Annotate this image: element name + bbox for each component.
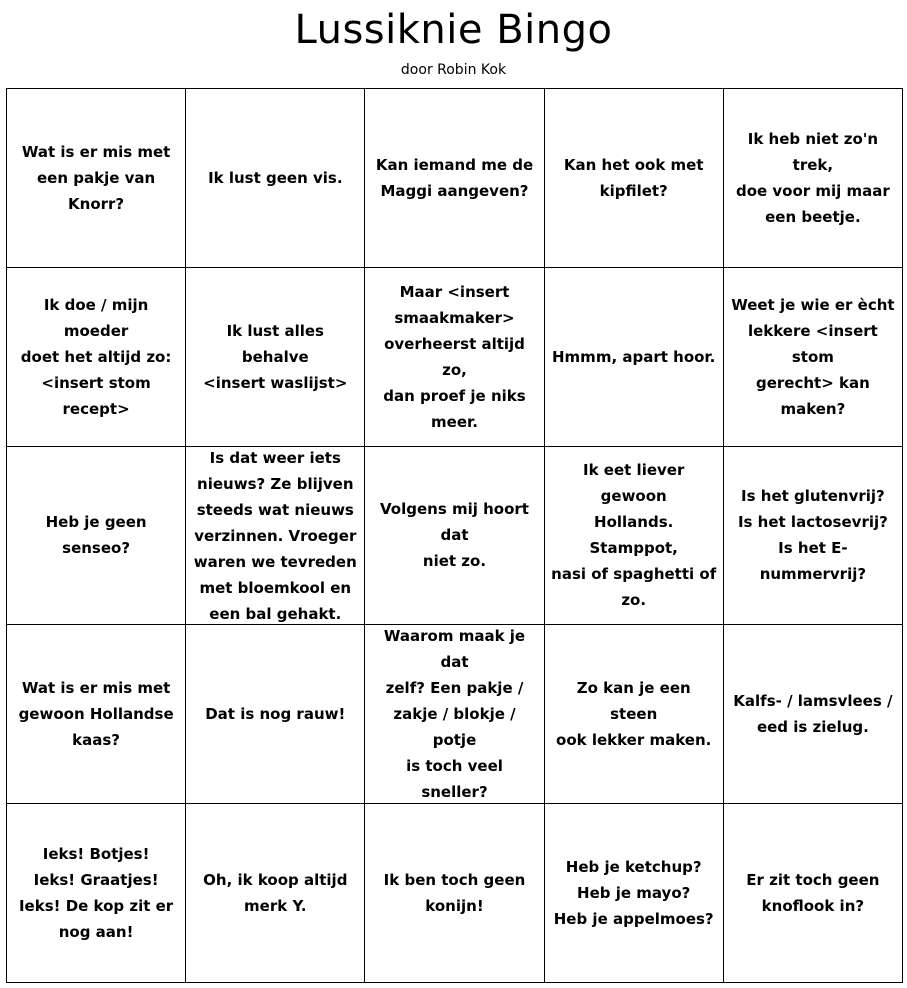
bingo-cell-r2-c3 [365, 268, 544, 447]
bingo-cell-r2-c5 [724, 268, 903, 447]
bingo-cell-text: Hmmm, apart hoor. [552, 347, 716, 366]
bingo-cell-r1-c5 [724, 89, 903, 268]
bingo-cell-r5-c1 [7, 804, 186, 983]
bingo-cell-text: Ik lust alles behalve <insert waslijst> [203, 321, 348, 392]
bingo-cell-text: Heb je ketchup? Heb je mayo? Heb je appelmoes? [553, 858, 714, 929]
bingo-cell-r2-c4 [545, 268, 724, 447]
author-subtitle: door Robin Kok [400, 62, 507, 78]
bingo-cell-text: Is dat weer iets nieuws? Ze blijven steeds wat nieuws verzinnen. Vroeger waren we tevreden met bloemkool en een bal gehakt. [193, 448, 357, 623]
bingo-cell-text: Wat is er mis met een pakje van Knorr? [21, 142, 171, 213]
bingo-cell-text: Ik lust geen vis. [208, 168, 343, 187]
bingo-cell-text: Waarom maak je dat zelf? Een pakje / zakje / blokje / potje is toch veel sneller? [383, 627, 526, 802]
bingo-cell-text: Dat is nog rauw! [205, 705, 346, 724]
bingo-cell-r1-c1 [7, 89, 186, 268]
bingo-cell-text: Weet je wie er ècht lekkere <insert stom gerecht> kan maken? [731, 295, 895, 418]
bingo-cell-text: Heb je geen senseo? [45, 513, 147, 558]
bingo-cell-r5-c2 [186, 804, 365, 983]
bingo-cell-text: Ik ben toch geen konijn! [383, 871, 526, 916]
bingo-cell-r4-c4 [545, 625, 724, 804]
bingo-cell-text: Kan het ook met kipfilet? [563, 155, 704, 200]
bingo-cell-r1-c3 [365, 89, 544, 268]
bingo-cell-r4-c1 [7, 625, 186, 804]
bingo-cell-r1-c4 [545, 89, 724, 268]
bingo-cell-text: Wat is er mis met gewoon Hollandse kaas? [18, 679, 174, 750]
bingo-cell-text: Ik doe / mijn moeder doet het altijd zo: <insert stom recept> [20, 295, 172, 418]
bingo-cell-text: Zo kan je een steen ook lekker maken. [556, 679, 712, 750]
bingo-cell-text: Is het glutenvrij? Is het lactosevrij? Is het E-nummervrij? [737, 487, 888, 584]
bingo-cell-r5-c5 [724, 804, 903, 983]
bingo-cell-r4-c3 [365, 625, 544, 804]
bingo-cell-text: Kalfs- / lamsvlees / eed is zielug. [733, 692, 893, 737]
bingo-cell-r3-c1 [7, 447, 186, 626]
bingo-cell-text: Oh, ik koop altijd merk Y. [203, 871, 348, 916]
bingo-cell-text: Ik eet liever gewoon Hollands. Stamppot, nasi of spaghetti of zo. [551, 461, 717, 610]
bingo-cell-r5-c4 [545, 804, 724, 983]
bingo-cell-text: Kan iemand me de Maggi aangeven? [375, 155, 534, 200]
bingo-cell-r4-c5 [724, 625, 903, 804]
bingo-cell-text: Volgens mij hoort dat niet zo. [380, 500, 529, 571]
bingo-cell-r3-c3 [365, 447, 544, 626]
bingo-cell-r3-c4 [545, 447, 724, 626]
bingo-cell-r1-c2 [186, 89, 365, 268]
bingo-cell-r2-c2 [186, 268, 365, 447]
bingo-cell-text: Ieks! Botjes! Ieks! Graatjes! Ieks! De kop zit er nog aan! [18, 845, 174, 942]
bingo-cell-r2-c1 [7, 268, 186, 447]
bingo-cell-text: Maar <insert smaakmaker> overheerst altijd zo, dan proef je niks meer. [383, 282, 526, 431]
bingo-cell-text: Er zit toch geen knoflook in? [746, 871, 880, 916]
bingo-cell-r5-c3 [365, 804, 544, 983]
bingo-cell-r3-c2 [186, 447, 365, 626]
bingo-cell-text: Ik heb niet zo'n trek, doe voor mij maar een beetje. [735, 129, 890, 226]
page-title: Lussiknie Bingo [294, 7, 613, 53]
bingo-cell-r3-c5 [724, 447, 903, 626]
bingo-cell-r4-c2 [186, 625, 365, 804]
bingo-grid [6, 88, 903, 983]
